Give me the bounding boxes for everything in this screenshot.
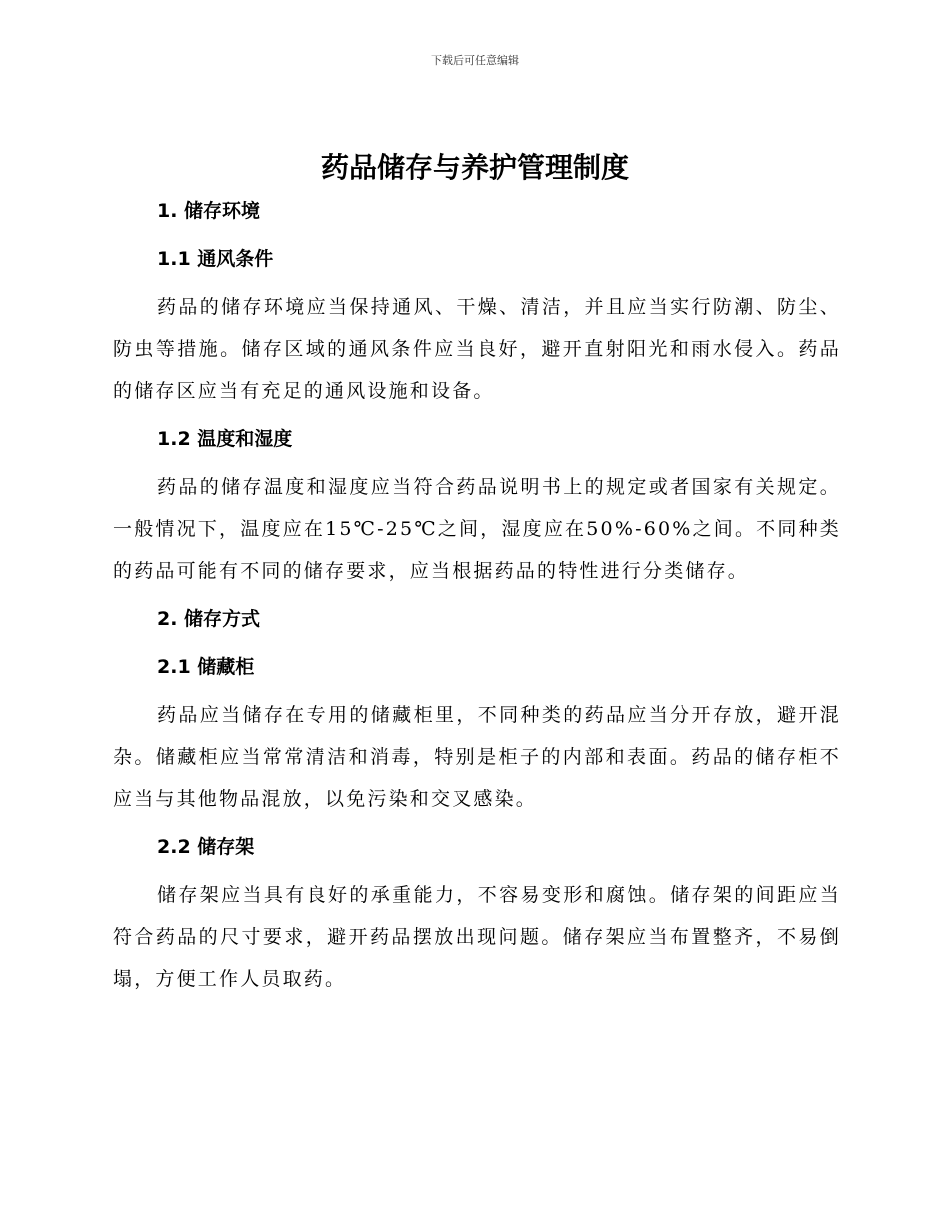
paragraph-temperature-humidity: 药品的储存温度和湿度应当符合药品说明书上的规定或者国家有关规定。一般情况下，温度应在15℃-25℃之间，湿度应在50%-60%之间。不同种类的药品可能有不同的储存要求，应当根据药品的特性进行分类储存。 (113, 476, 841, 582)
header-note: 下载后可任意编辑 (431, 54, 519, 67)
subsection-heading-ventilation: 1.1 通风条件 (157, 248, 274, 270)
document-body (113, 190, 841, 1006)
paragraph-shelf: 储存架应当具有良好的承重能力，不容易变形和腐蚀。储存架的间距应当符合药品的尺寸要求，避开药品摆放出现问题。储存架应当布置整齐，不易倒塌，方便工作人员取药。 (113, 884, 841, 990)
section-heading-storage-environment: 1. 储存环境 (157, 200, 261, 222)
section-heading-storage-method: 2. 储存方式 (157, 608, 261, 630)
document-title: 药品储存与养护管理制度 (320, 151, 629, 184)
subsection-heading-temperature-humidity: 1.2 温度和湿度 (157, 428, 293, 450)
paragraph-ventilation: 药品的储存环境应当保持通风、干燥、清洁，并且应当实行防潮、防尘、防虫等措施。储存区域的通风条件应当良好，避开直射阳光和雨水侵入。药品的储存区应当有充足的通风设施和设备。 (113, 296, 841, 402)
subsection-heading-shelf: 2.2 储存架 (157, 836, 255, 858)
subsection-heading-cabinet: 2.1 储藏柜 (157, 656, 255, 678)
paragraph-cabinet: 药品应当储存在专用的储藏柜里，不同种类的药品应当分开存放，避开混杂。储藏柜应当常常清洁和消毒，特别是柜子的内部和表面。药品的储存柜不应当与其他物品混放，以免污染和交叉感染。 (113, 704, 841, 810)
